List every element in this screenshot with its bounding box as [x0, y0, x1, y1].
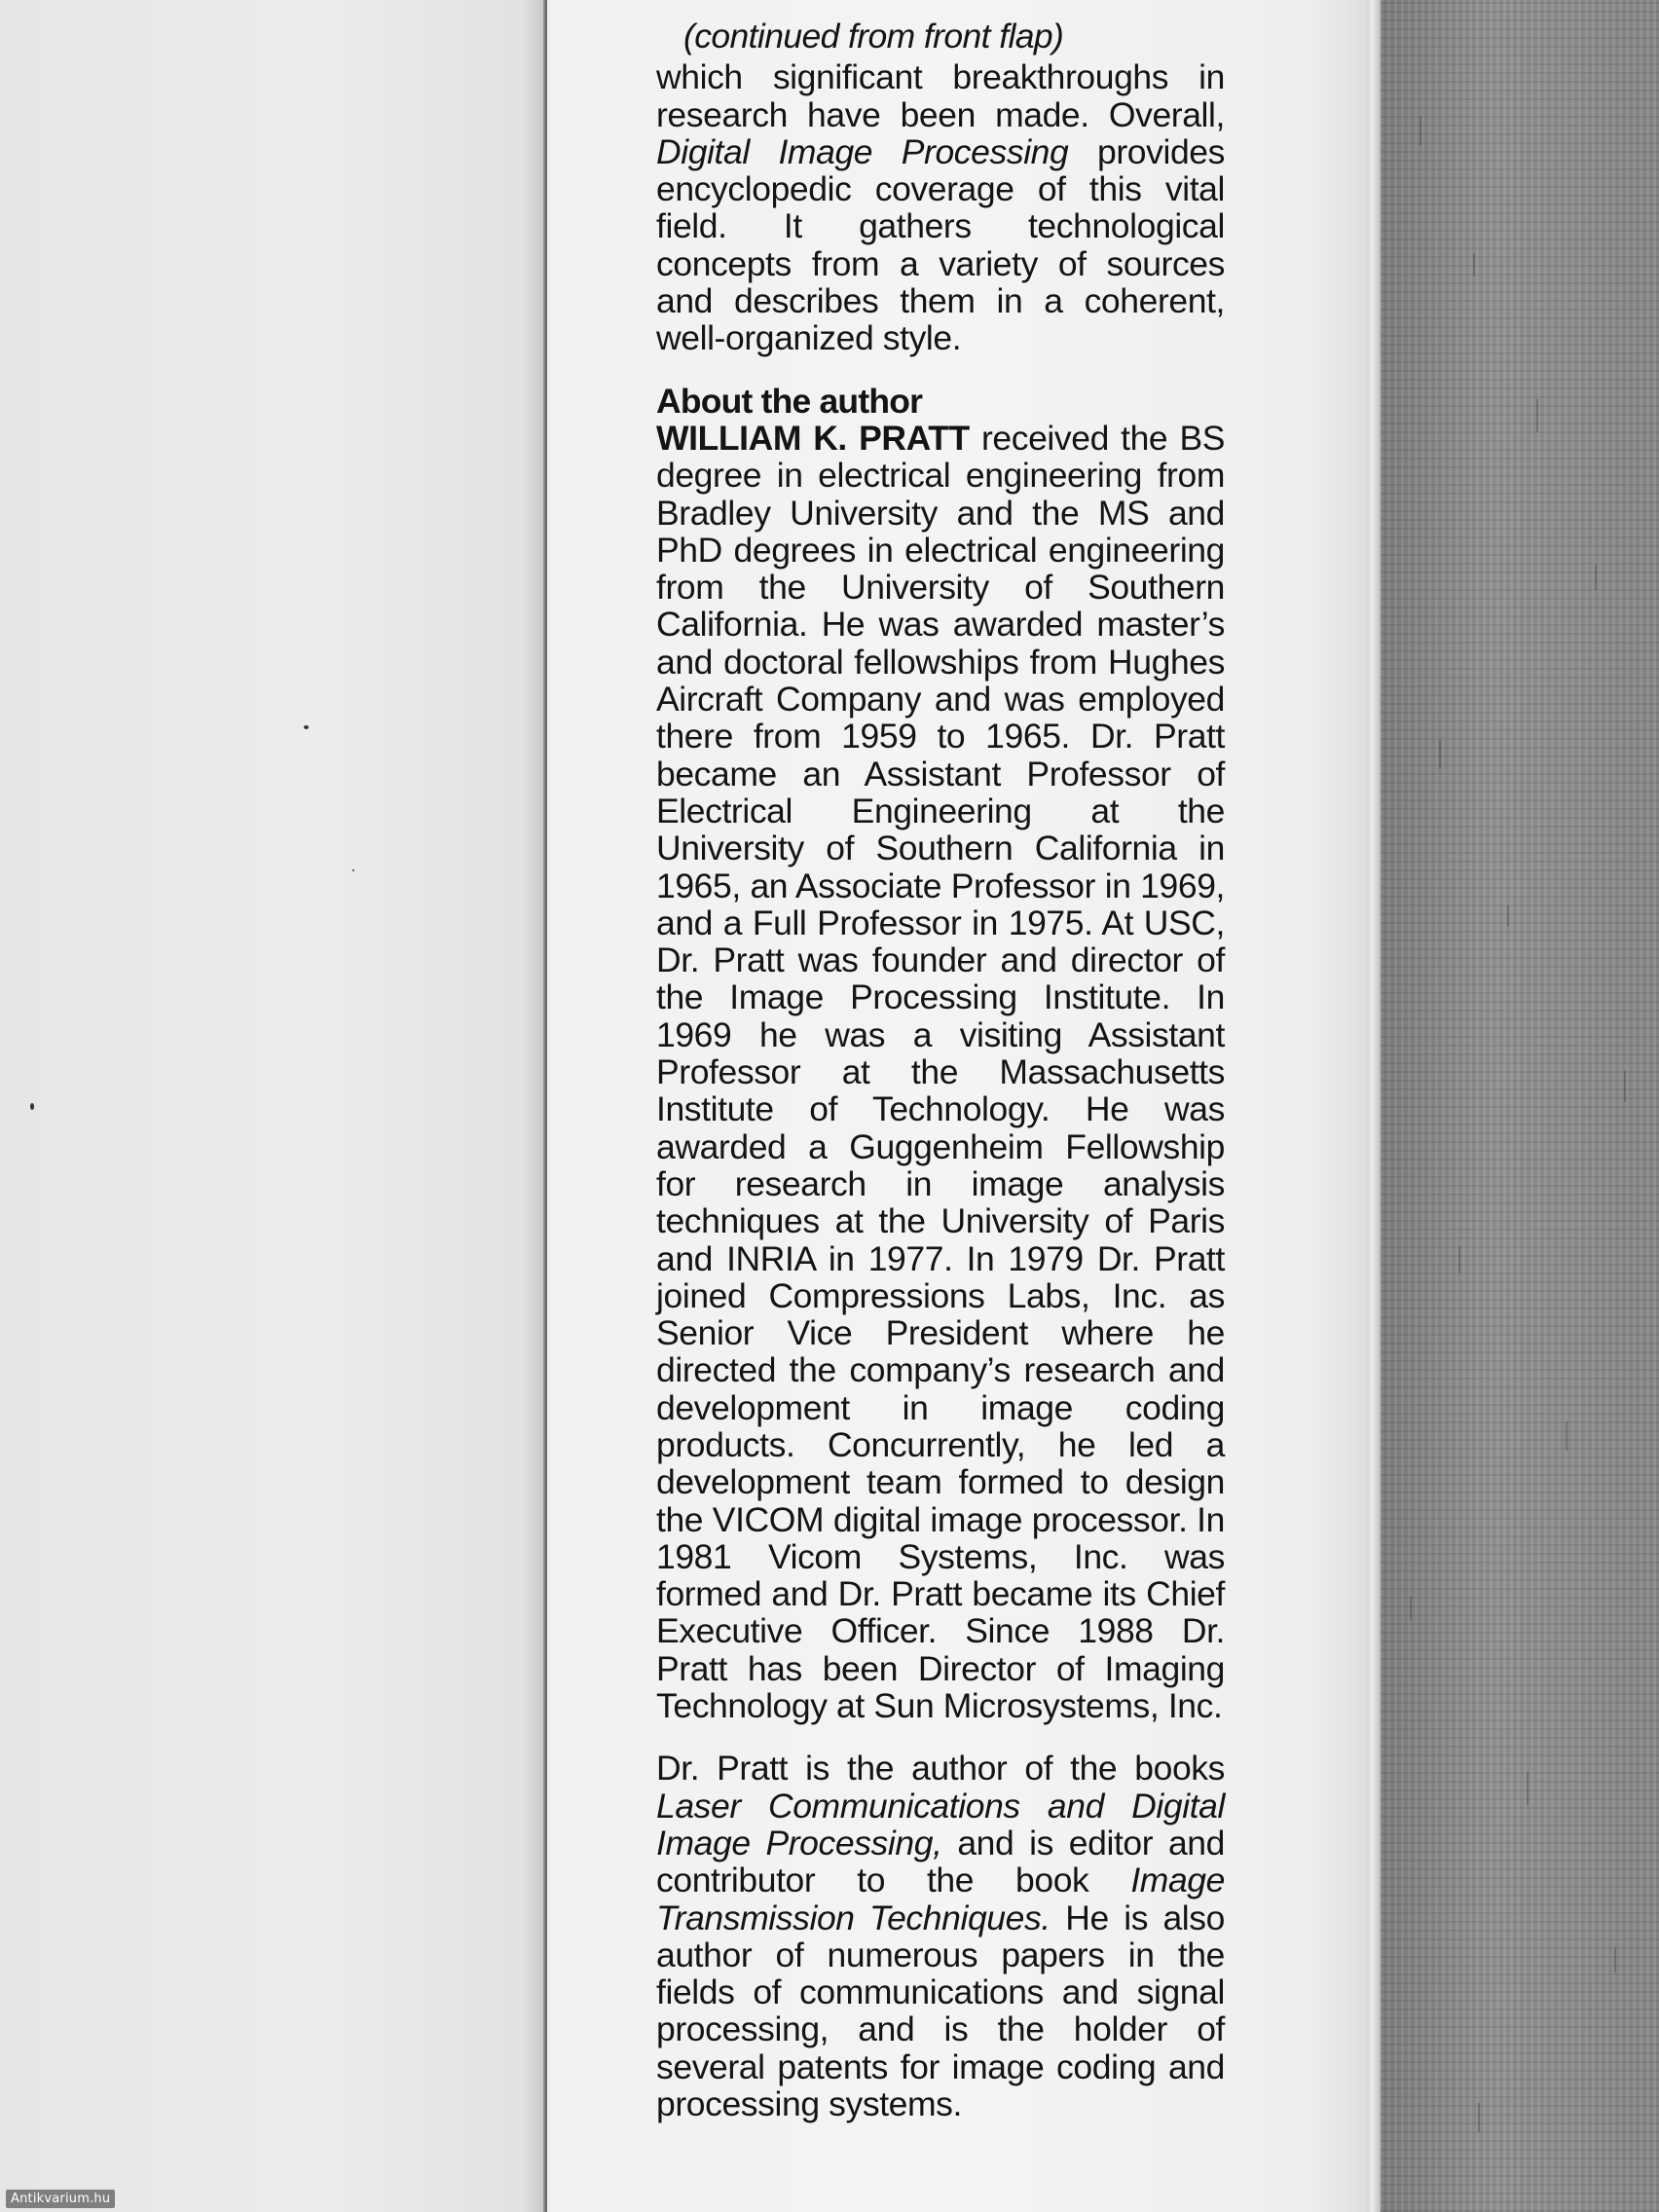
intro-paragraph — [656, 58, 1225, 356]
books-text-2: and is editor and contributor to the book — [656, 1823, 1225, 1900]
books-text-1: Dr. Pratt is the author of the books — [656, 1749, 1225, 1788]
fiber — [1439, 740, 1441, 769]
left-book-page — [0, 0, 543, 2212]
textured-backdrop — [1381, 0, 1659, 2212]
book-title-2: Image Transmission Techniques. — [656, 1861, 1225, 1937]
books-text-3: He is also author of numerous papers in the fields of communications and signal processing, and is the holder of several patents for image coding and processing systems. — [656, 1898, 1225, 2124]
author-books-paragraph — [656, 1750, 1225, 2122]
fiber — [1614, 1947, 1616, 1972]
fiber — [1536, 399, 1538, 432]
site-watermark: Antikvarium.hu — [6, 2190, 115, 2208]
dust-speck — [352, 869, 354, 871]
fiber — [1624, 1071, 1626, 1102]
fiber — [1527, 1772, 1529, 1805]
flap-edge — [1367, 0, 1381, 2212]
continued-note: (continued from front flap) — [683, 17, 1064, 55]
fiber — [1595, 565, 1597, 590]
dust-speck — [30, 1103, 34, 1110]
intro-text-rest: provides encyclopedic coverage of this vital field. It gathers technological concepts from a variety of sources and describes them in a coherent, well-organized style. — [656, 131, 1225, 358]
fiber — [1566, 1421, 1567, 1451]
fiber — [1507, 905, 1509, 927]
fiber — [1458, 1246, 1460, 1273]
intro-text: which significant breakthroughs in research have been made. Overall, — [656, 57, 1225, 134]
about-heading: About the author — [656, 381, 923, 421]
fiber — [1478, 2103, 1480, 2132]
fiber — [1473, 253, 1475, 276]
intro-book-title: Digital Image Processing — [656, 131, 1069, 171]
author-name: WILLIAM K. PRATT — [656, 418, 970, 458]
flap-text-column — [656, 18, 1225, 2122]
book-title-1: Laser Communications and Digital Image Processing, — [656, 1786, 1225, 1862]
fiber — [1419, 117, 1421, 146]
author-bio-text: received the BS degree in electrical engineering from Bradley University and the MS and PhD degrees in electrical engineering from the University of Southern California. He was awarded master’s and doctoral fellowships from Hughes Aircraft Company and was employed there from 1959 to 1965. Dr. Pratt became an Assistant Professor of Electrical Engineering at the University of Southern California in 1965, an Associate Professor in 1969, and a Full Professor in 1975. At USC, Dr. Pratt was founder and director of the Image Processing Institute. In 1969 he was a visiting Assistant Professor at the Massachusetts Institute of Technology. He was awarded a Guggenheim Fellowship for research in image analysis techniques at the University of Paris and INRIA in 1977. In 1979 Dr. Pratt joined Compressions Labs, Inc. as Senior Vice President where he directed the company’s research and development in image coding products. Concurrently, he led a development team formed to design the VICOM digital image processor. In 1981 Vicom Systems, Inc. was formed and Dr. Pratt became its Chief Executive Officer. Since 1988 Dr. Pratt has been Director of Imaging Technology at Sun Microsystems, Inc. — [656, 418, 1225, 1726]
dust-speck — [304, 725, 309, 729]
author-bio-paragraph — [656, 420, 1225, 1724]
fiber — [1410, 1597, 1412, 1620]
